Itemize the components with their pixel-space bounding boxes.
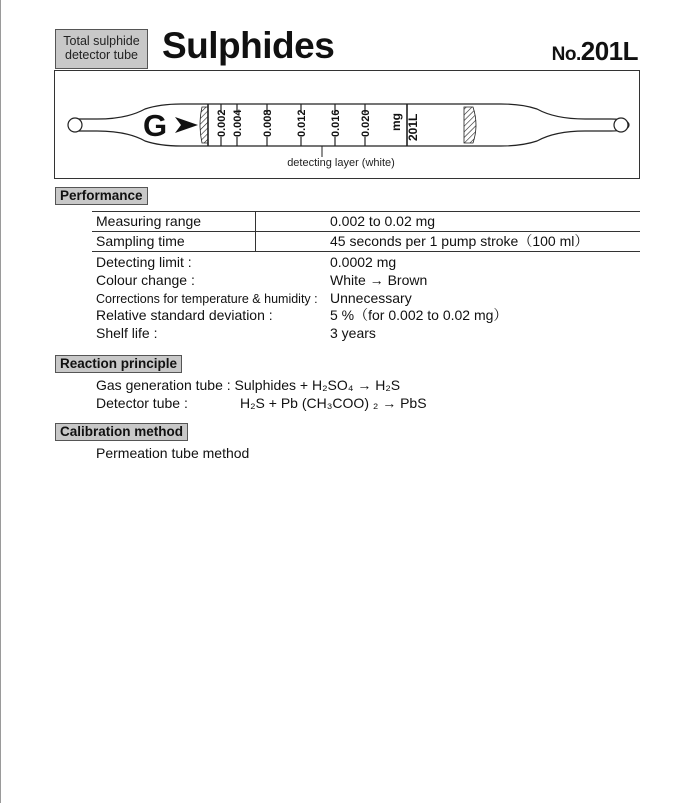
spec-relative-std-deviation [96, 306, 508, 324]
spec-value: Unnecessary [330, 290, 412, 306]
spec-colour-change [96, 271, 428, 289]
page-title: Sulphides [162, 25, 335, 66]
spec-detecting-limit [96, 253, 397, 271]
table-row [92, 231, 640, 251]
tag-line-1: Total sulphide [63, 34, 140, 48]
tube-caption: detecting layer (white) [287, 157, 395, 169]
table-cell-value: 0.002 to 0.02 mg [330, 213, 436, 229]
section-heading-reaction-principle: Reaction principle [55, 355, 182, 373]
performance-table [92, 211, 640, 252]
reaction-equation: Sulphides + H₂SO₄ → H₂S [234, 377, 401, 393]
spec-label: Shelf life : [96, 325, 158, 341]
model-number [552, 36, 638, 67]
spec-value: 3 years [330, 325, 376, 341]
section-heading-calibration-method: Calibration method [55, 423, 188, 441]
spec-label: Colour change : [96, 272, 195, 288]
reaction-label: Gas generation tube : [96, 377, 235, 393]
spec-value: 0.0002 mg [330, 254, 397, 270]
scale-label: 0.002 [216, 109, 228, 137]
scale-label: 0.008 [262, 109, 274, 137]
spec-label: Detecting limit : [96, 254, 192, 270]
model-prefix: No. [551, 44, 581, 65]
reaction-detector-tube [96, 394, 427, 412]
spec-label: Corrections for temperature & humidity : [96, 292, 318, 306]
reaction-gas-generation [96, 376, 400, 394]
spec-value: White → Brown [330, 272, 428, 288]
reaction-equation: H₂S + Pb (CH₃COO) ₂ → PbS [240, 395, 427, 411]
scale-label: 0.012 [296, 109, 308, 137]
right-plug [464, 107, 476, 143]
spec-value: 5 %（for 0.002 to 0.02 mg） [330, 307, 508, 323]
tube-code-label: 201L [406, 113, 420, 141]
scale-label: 0.020 [360, 109, 372, 137]
spec-shelf-life [96, 324, 376, 342]
page-edge [0, 0, 1, 803]
scale-label: 0.004 [232, 109, 244, 137]
product-category-tag [55, 29, 148, 69]
table-cell-value: 45 seconds per 1 pump stroke（100 ml） [330, 233, 589, 249]
table-cell-label: Sampling time [92, 232, 256, 251]
tag-line-2: detector tube [65, 48, 138, 62]
scale-label: 0.016 [330, 109, 342, 137]
tube-right-tip [614, 118, 628, 132]
table-cell-label: Measuring range [92, 212, 256, 231]
table-row [92, 212, 640, 231]
tube-left-tip [68, 118, 82, 132]
spec-label: Relative standard deviation : [96, 307, 273, 323]
section-heading-performance: Performance [55, 187, 148, 205]
model-code: 201L [580, 36, 638, 66]
reaction-label: Detector tube : [96, 395, 188, 411]
unit-label: mg [389, 113, 403, 131]
calibration-method-text: Permeation tube method [96, 445, 250, 461]
brand-logo: G [143, 108, 168, 143]
tube-illustration [54, 70, 640, 179]
left-plug [200, 107, 208, 143]
